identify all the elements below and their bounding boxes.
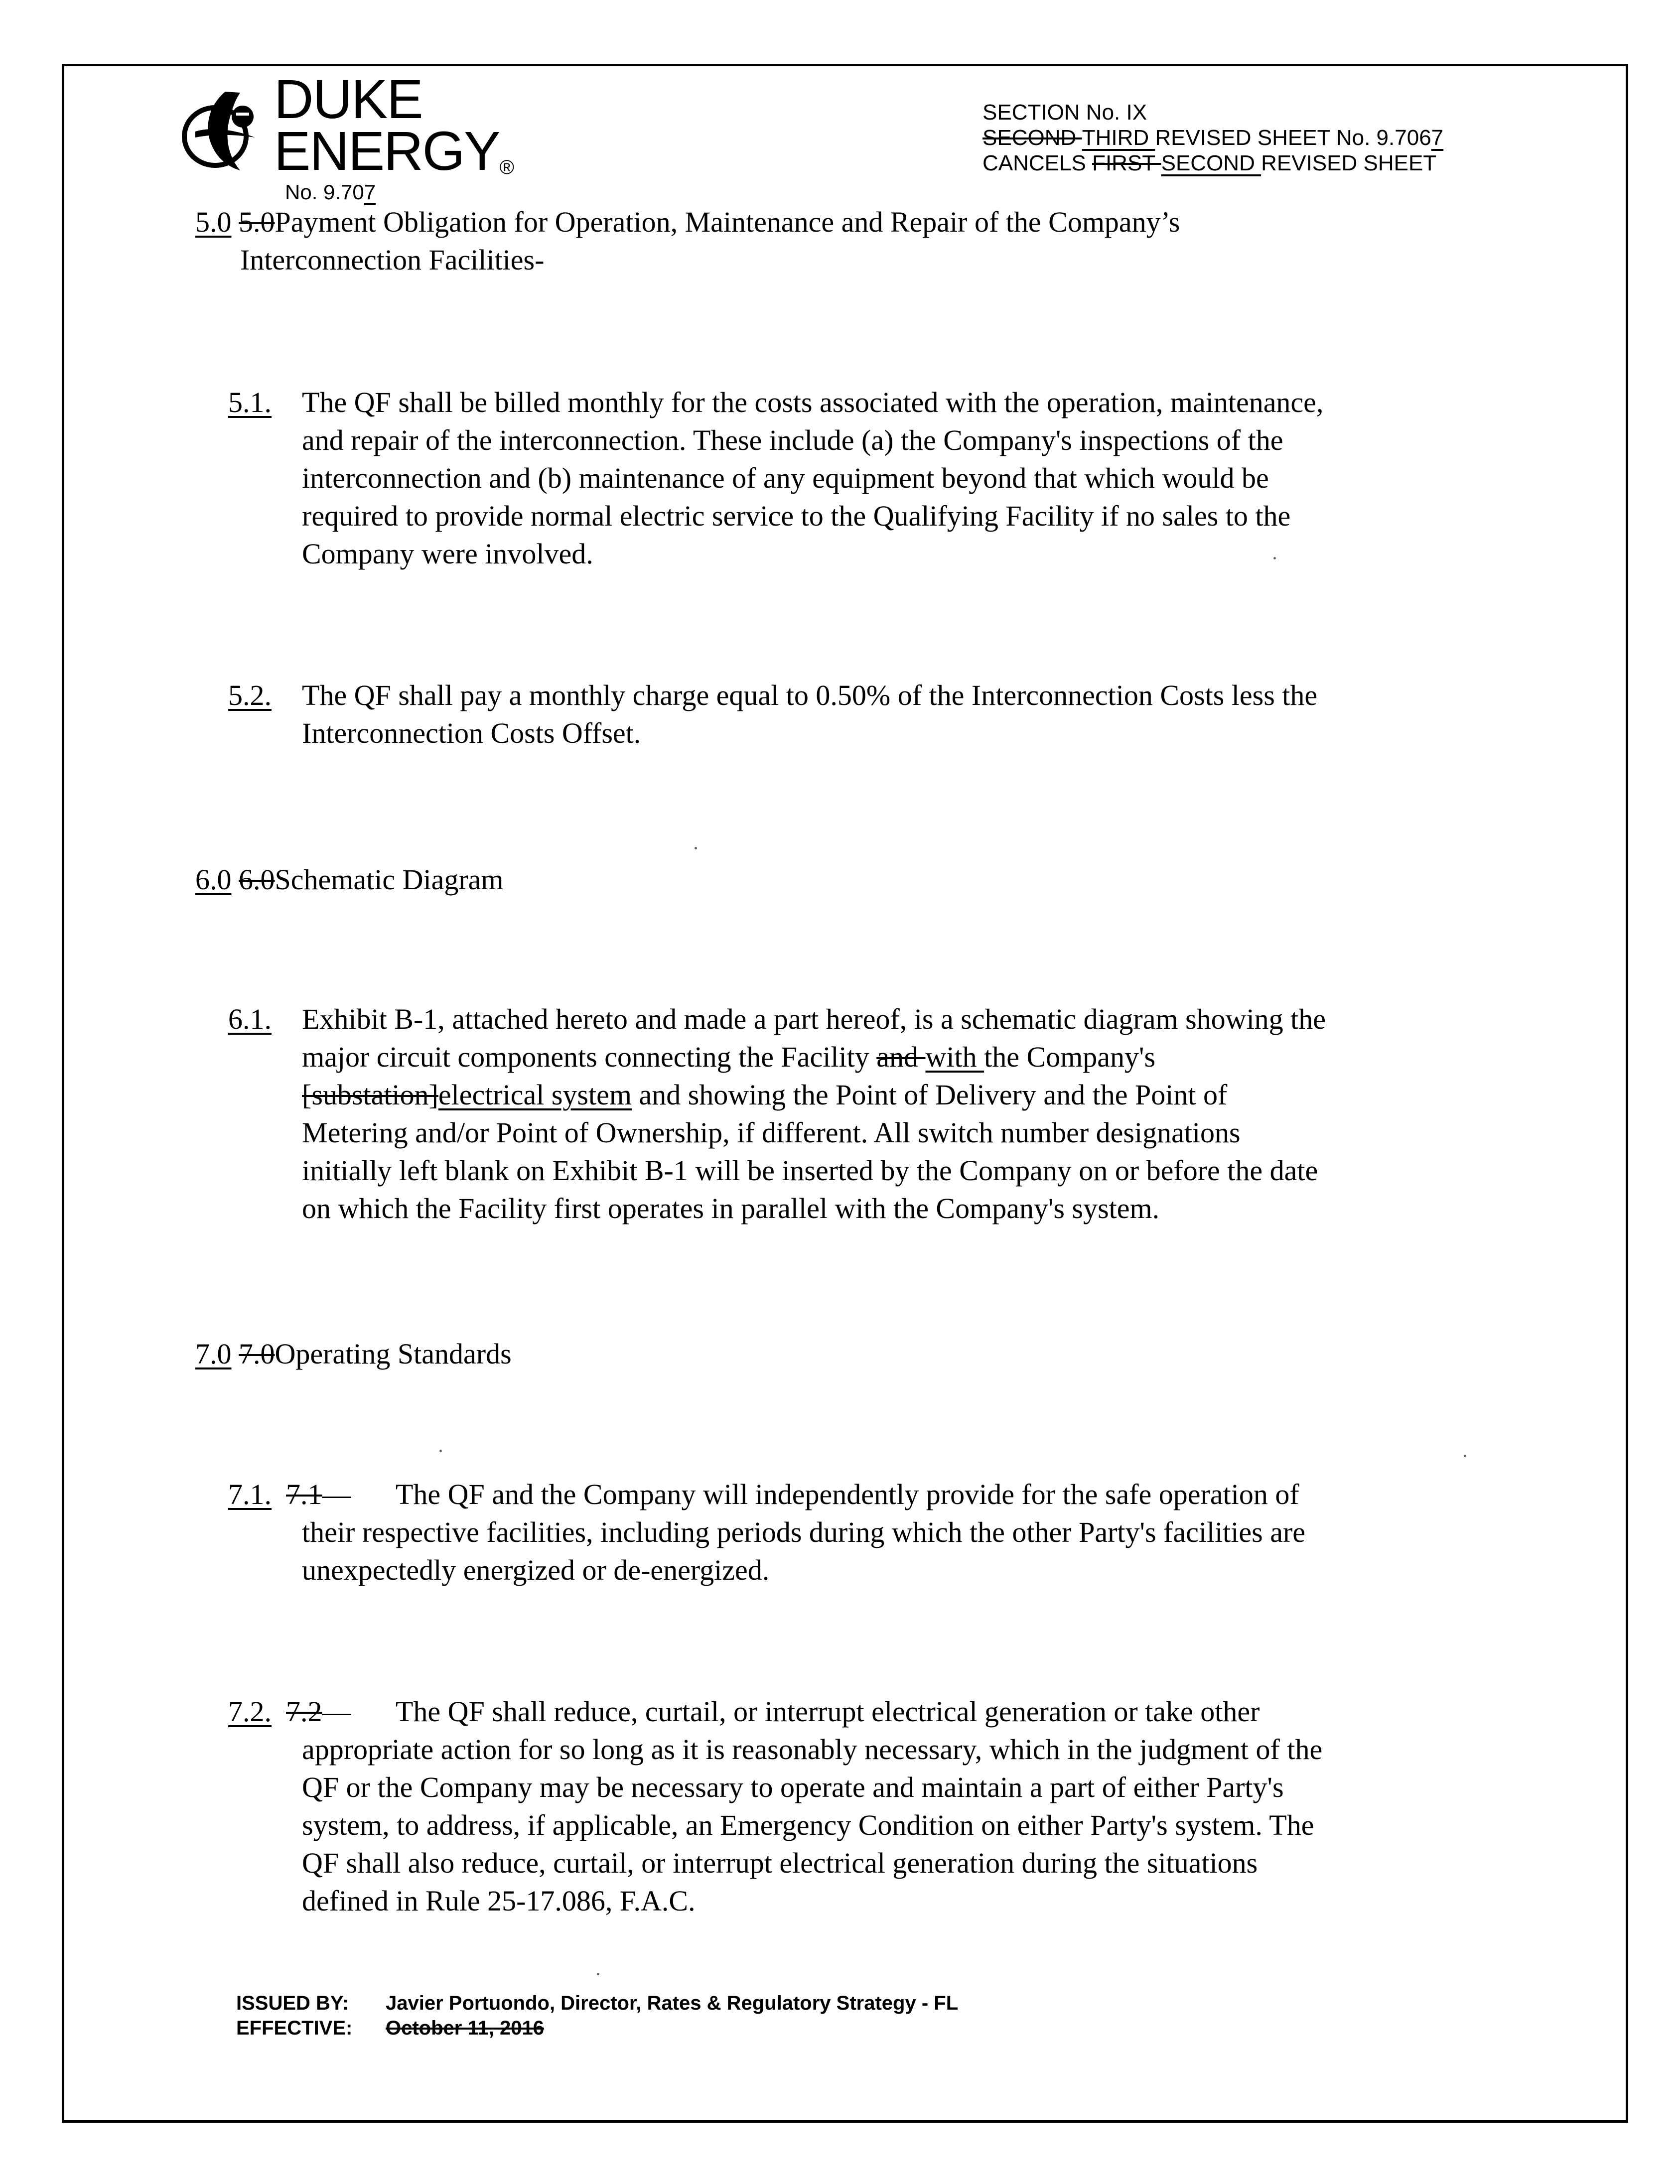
effective-line: EFFECTIVE: October 11, 2016: [236, 2017, 544, 2039]
cancels-line: CANCELS FIRST SECOND REVISED SHEET: [982, 151, 1437, 175]
paragraph-5-2: 5.2. The QF shall pay a monthly charge equal to 0.50% of the Interconnection Costs less the Interconnection Costs Offset.: [228, 679, 1318, 749]
issued-footer: [236, 1991, 958, 2041]
scan-speck: [1273, 557, 1276, 559]
paragraph-5-1: 5.1. The QF shall be billed monthly for the costs associated with the operation, maintenance, and repair of the interconnection. These include (a) the Company's inspections of the interconnection and (b) maintenance of any equipment beyond that which would be required to provide normal electric service to the Qualifying Facility if no sales to the Company were involved.: [228, 386, 1324, 570]
sheet-header: [982, 100, 1443, 176]
revised-sheet-line: SECOND THIRD REVISED SHEET No. 9.7067: [982, 126, 1444, 150]
duke-energy-logo-icon: [180, 82, 275, 181]
paragraph-7-1: 7.1. 7.1— The QF and the Company will independently provide for the safe operation of their respective facilities, including periods during which the other Party's facilities are unexpectedly energized or de-energized.: [228, 1478, 1306, 1586]
paragraph-6-1: 6.1. Exhibit B-1, attached hereto and made a part hereof, is a schematic diagram showing the major circuit components connecting the Facility and with the Company's [substation]electrical system and showing the Point of Delivery and the Point of Metering and/or Point of Ownership, if different. All switch number designations initially left blank on Exhibit B-1 will be inserted by the Company on or before the date on which the Facility first operates in parallel with the Company's system.: [228, 1003, 1326, 1225]
scan-speck: [695, 847, 697, 849]
paragraph-7-2: 7.2. 7.2— The QF shall reduce, curtail, or interrupt electrical generation or take other appropriate action for so long as it is reasonably necessary, which in the judgment of the QF or the Company may be necessary to operate and maintain a part of either Party's system, to address, if applicable, an Emergency Condition on either Party's system. The QF shall also reduce, curtail, or interrupt electrical generation during the situations defined in Rule 25-17.086, F.A.C.: [228, 1695, 1323, 1917]
section-number: SECTION No. IX: [982, 100, 1147, 125]
scan-speck: [439, 1450, 442, 1452]
section-6-heading: 6.0 6.0Schematic Diagram: [195, 863, 504, 896]
section-7-heading: 7.0 7.0Operating Standards: [195, 1338, 512, 1370]
scan-speck: [597, 1973, 599, 1975]
logo-wordmark: DUKE ENERGY®: [274, 69, 514, 182]
logo-sheet-number: No. 9.707: [285, 180, 376, 204]
issued-by-line: ISSUED BY: Javier Portuondo, Director, Rates & Regulatory Strategy - FL: [236, 1992, 959, 2014]
scan-speck: [1464, 1455, 1466, 1457]
section-5-heading: 5.0 5.0Payment Obligation for Operation, Maintenance and Repair of the Company’s Interconnection Facilities-: [195, 206, 1180, 276]
